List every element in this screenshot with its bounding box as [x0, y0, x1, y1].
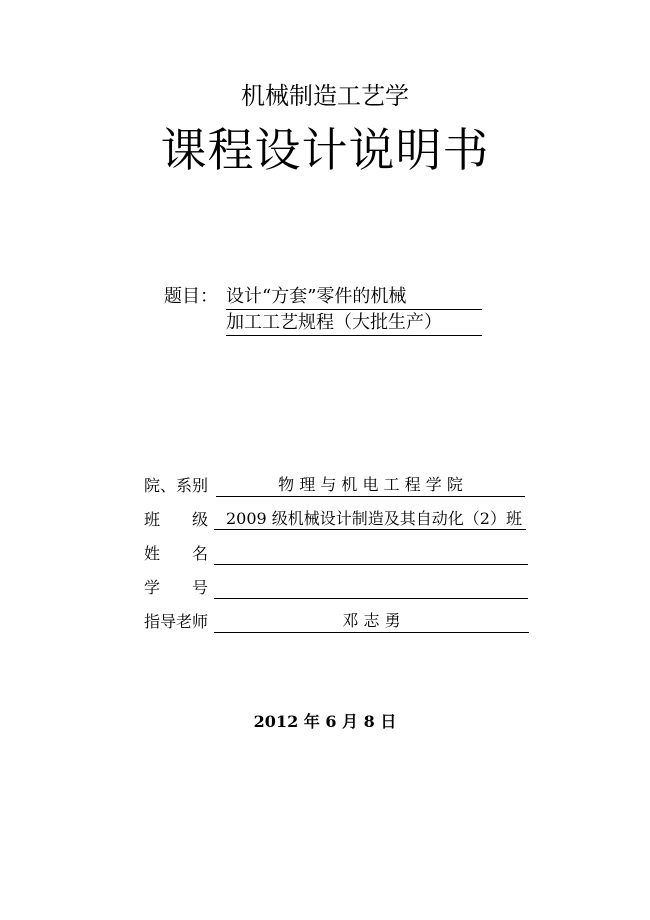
course-subtitle: 机械制造工艺学	[241, 82, 409, 110]
advisor-label: 指导老师	[144, 612, 209, 631]
class-label: 班 级	[144, 510, 209, 529]
student-id-value	[214, 576, 528, 599]
topic-label: 题目：	[164, 286, 218, 307]
topic-line-1: 设计“方套”零件的机械	[226, 284, 482, 310]
name-value	[214, 542, 528, 565]
document-title: 课程设计说明书	[160, 123, 490, 177]
topic-line-2: 加工工艺规程（大批生产）	[226, 310, 482, 336]
department-label: 院、系别	[144, 476, 209, 495]
class-value: 2009 级机械设计制造及其自动化（2）班	[214, 508, 526, 530]
advisor-value: 邓 志 勇	[214, 610, 529, 633]
student-id-label: 学 号	[144, 578, 209, 597]
department-value: 物 理 与 机 电 工 程 学 院	[216, 474, 525, 497]
name-label: 姓 名	[144, 544, 209, 563]
submission-date: 2012 年 6 月 8 日	[253, 712, 397, 731]
